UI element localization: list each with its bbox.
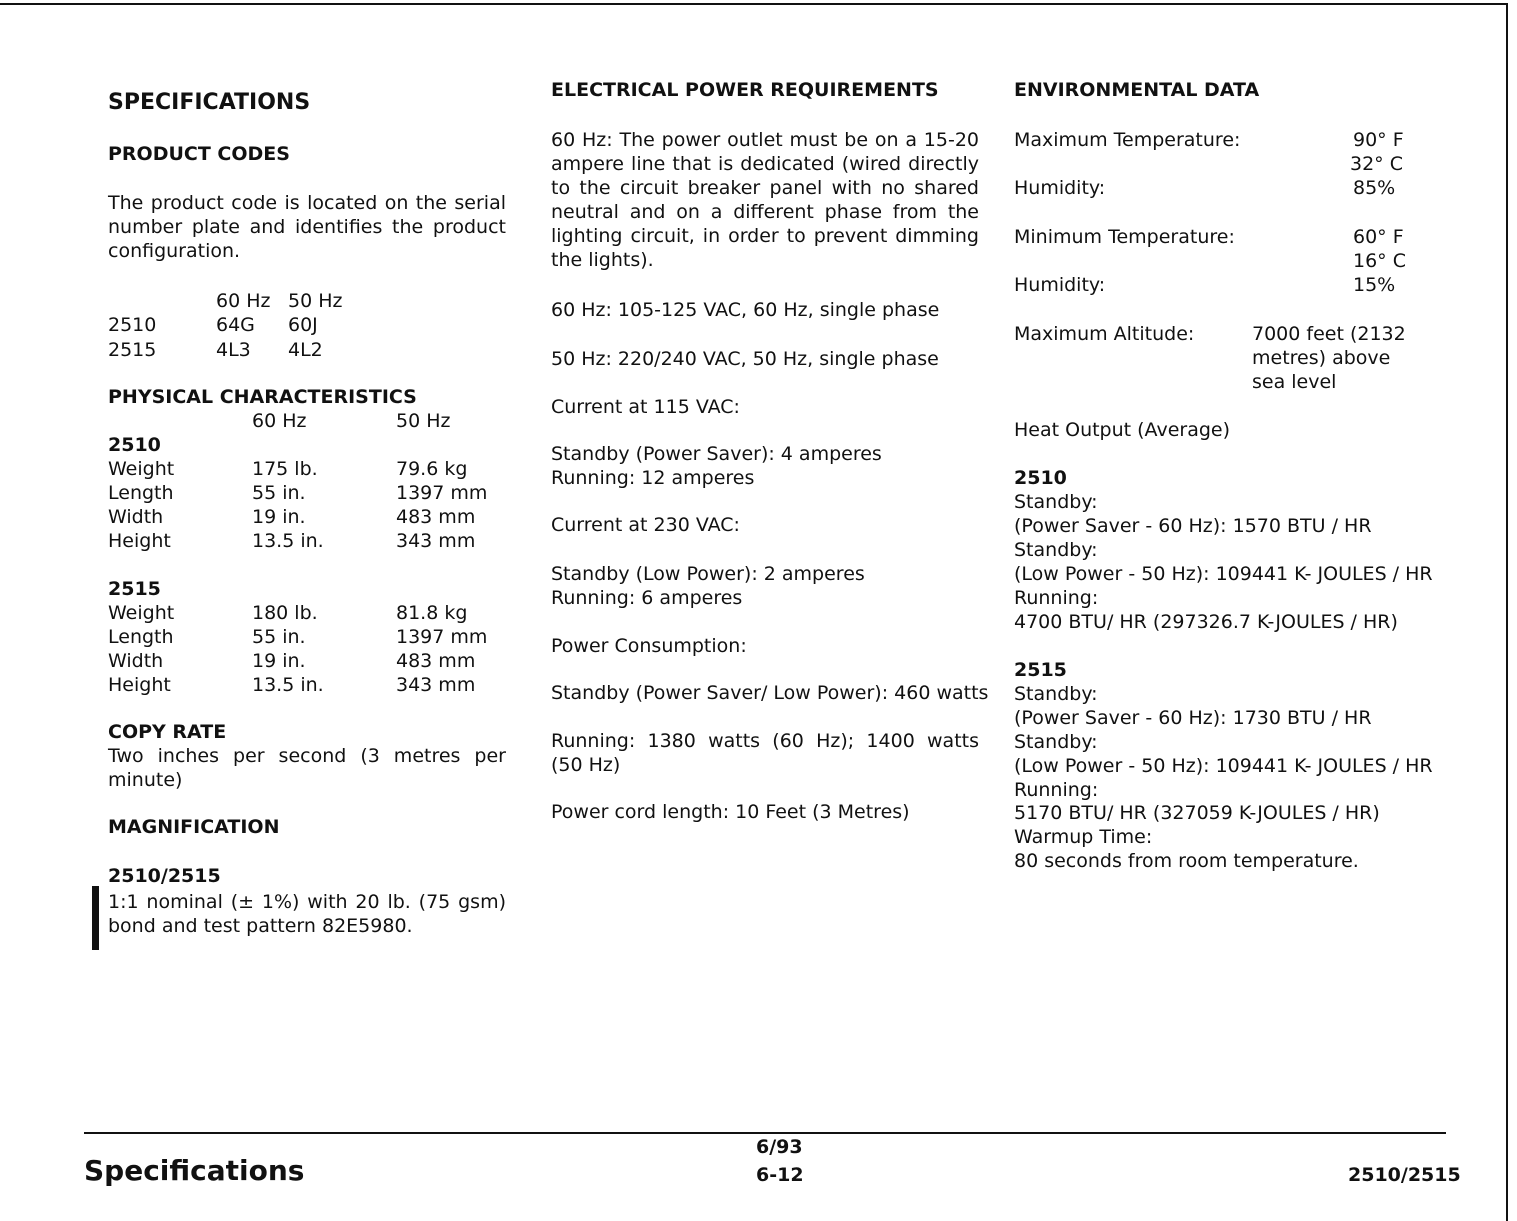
physical-row-label: Width [108,506,164,528]
environmental-heading: ENVIRONMENTAL DATA [1014,79,1260,101]
current-115-running: Running: 12 amperes [551,467,755,489]
physical-row-50hz: 483 mm [396,650,476,672]
product-codes-heading: PRODUCT CODES [108,143,290,165]
product-codes-col-60hz: 60 Hz [216,290,271,312]
power-running: Running: 1380 watts (60 Hz); 1400 watts (50 Hz) [551,730,979,776]
physical-row-60hz: 19 in. [252,650,306,672]
max-humidity-value: 85% [1353,177,1396,199]
max-temp-f: 90° F [1353,129,1404,151]
physical-row-60hz: 180 lb. [252,602,318,624]
page-title: SPECIFICATIONS [108,90,311,115]
physical-row-label: Height [108,674,171,696]
physical-row-60hz: 13.5 in. [252,674,324,696]
heat-2510-line: (Low Power - 50 Hz): 109441 K- JOULES / HR [1014,563,1433,585]
physical-heading: PHYSICAL CHARACTERISTICS [108,386,417,408]
min-temp-f: 60° F [1353,226,1404,248]
min-temp-label: Minimum Temperature: [1014,226,1235,248]
physical-row-50hz: 81.8 kg [396,602,468,624]
heat-model-2510: 2510 [1014,467,1067,489]
physical-row-60hz: 55 in. [252,482,306,504]
physical-col-60hz: 60 Hz [252,410,307,432]
magnification-heading: MAGNIFICATION [108,816,280,838]
product-code-model: 2510 [108,314,157,336]
product-codes-col-50hz: 50 Hz [288,290,343,312]
heat-2510-line: Standby: [1014,491,1098,513]
physical-row-label: Width [108,650,164,672]
physical-row-60hz: 175 lb. [252,458,318,480]
footer-date: 6/93 [756,1136,803,1158]
power-standby: Standby (Power Saver/ Low Power): 460 watts [551,682,989,704]
max-temp-c: 32° C [1350,153,1403,175]
current-230-running: Running: 6 amperes [551,587,743,609]
physical-row-label: Length [108,626,174,648]
product-code-50hz: 60J [288,314,318,336]
physical-col-50hz: 50 Hz [396,410,451,432]
product-codes-description: The product code is located on the serial number plate and identifies the product configuration. [108,192,506,262]
product-code-60hz: 4L3 [216,339,251,361]
electrical-outlet-text: 60 Hz: The power outlet must be on a 15-20 ampere line that is dedicated (wired directly to the circuit breaker panel with no shared neutral and on a different phase from the lighting circuit, in order to prevent dimming the lights). [551,129,979,271]
heat-2510-line: Standby: [1014,539,1098,561]
max-altitude-value: 7000 feet (2132 metres) above sea level [1252,323,1406,393]
magnification-model: 2510/2515 [108,865,221,887]
change-bar [92,886,99,950]
physical-row-label: Weight [108,458,175,480]
physical-model-2510: 2510 [108,434,161,456]
copy-rate-heading: COPY RATE [108,721,227,743]
heat-2515-line: 5170 BTU/ HR (327059 K-JOULES / HR) [1014,802,1380,824]
footer-rule [84,1132,1446,1134]
warmup-heading: Warmup Time: [1014,826,1153,848]
page-border-right [1506,3,1508,1221]
power-cord-length: Power cord length: 10 Feet (3 Metres) [551,801,910,823]
electrical-heading: ELECTRICAL POWER REQUIREMENTS [551,79,939,101]
electrical-50hz-voltage: 50 Hz: 220/240 VAC, 50 Hz, single phase [551,348,939,370]
heat-2510-line: 4700 BTU/ HR (297326.7 K-JOULES / HR) [1014,611,1398,633]
warmup-text: 80 seconds from room temperature. [1014,850,1359,872]
heat-2515-line: Standby: [1014,731,1098,753]
max-altitude-label: Maximum Altitude: [1014,323,1195,345]
physical-row-50hz: 343 mm [396,530,476,552]
magnification-text: 1:1 nominal (± 1%) with 20 lb. (75 gsm) bond and test pattern 82E5980. [108,891,506,937]
physical-row-60hz: 13.5 in. [252,530,324,552]
heat-2515-line: Running: [1014,779,1099,801]
min-humidity-value: 15% [1353,274,1396,296]
heat-2515-line: (Low Power - 50 Hz): 109441 K- JOULES / HR [1014,755,1433,777]
physical-row-60hz: 19 in. [252,506,306,528]
physical-row-label: Height [108,530,171,552]
heat-output-heading: Heat Output (Average) [1014,419,1230,441]
physical-row-50hz: 483 mm [396,506,476,528]
physical-row-50hz: 1397 mm [396,626,488,648]
current-230-standby: Standby (Low Power): 2 amperes [551,563,865,585]
footer-section-title: Specifications [84,1154,305,1187]
product-code-model: 2515 [108,339,157,361]
physical-row-60hz: 55 in. [252,626,306,648]
electrical-60hz-voltage: 60 Hz: 105-125 VAC, 60 Hz, single phase [551,299,940,321]
physical-row-50hz: 343 mm [396,674,476,696]
copy-rate-text: Two inches per second (3 metres per minute) [108,745,506,791]
min-temp-c: 16° C [1353,250,1406,272]
heat-2510-line: Running: [1014,587,1099,609]
current-115-heading: Current at 115 VAC: [551,396,740,418]
max-humidity-label: Humidity: [1014,177,1106,199]
current-230-heading: Current at 230 VAC: [551,514,740,536]
heat-2515-line: Standby: [1014,683,1098,705]
footer-page-number: 6-12 [756,1164,804,1186]
min-humidity-label: Humidity: [1014,274,1106,296]
physical-row-label: Length [108,482,174,504]
physical-row-50hz: 79.6 kg [396,458,468,480]
heat-model-2515: 2515 [1014,659,1067,681]
physical-model-2515: 2515 [108,578,161,600]
heat-2510-line: (Power Saver - 60 Hz): 1570 BTU / HR [1014,515,1372,537]
product-code-60hz: 64G [216,314,255,336]
physical-row-label: Weight [108,602,175,624]
max-temp-label: Maximum Temperature: [1014,129,1241,151]
product-code-50hz: 4L2 [288,339,323,361]
power-consumption-heading: Power Consumption: [551,635,747,657]
page-border-top [0,3,1508,5]
footer-model: 2510/2515 [1348,1164,1461,1186]
current-115-standby: Standby (Power Saver): 4 amperes [551,443,882,465]
physical-row-50hz: 1397 mm [396,482,488,504]
heat-2515-line: (Power Saver - 60 Hz): 1730 BTU / HR [1014,707,1372,729]
